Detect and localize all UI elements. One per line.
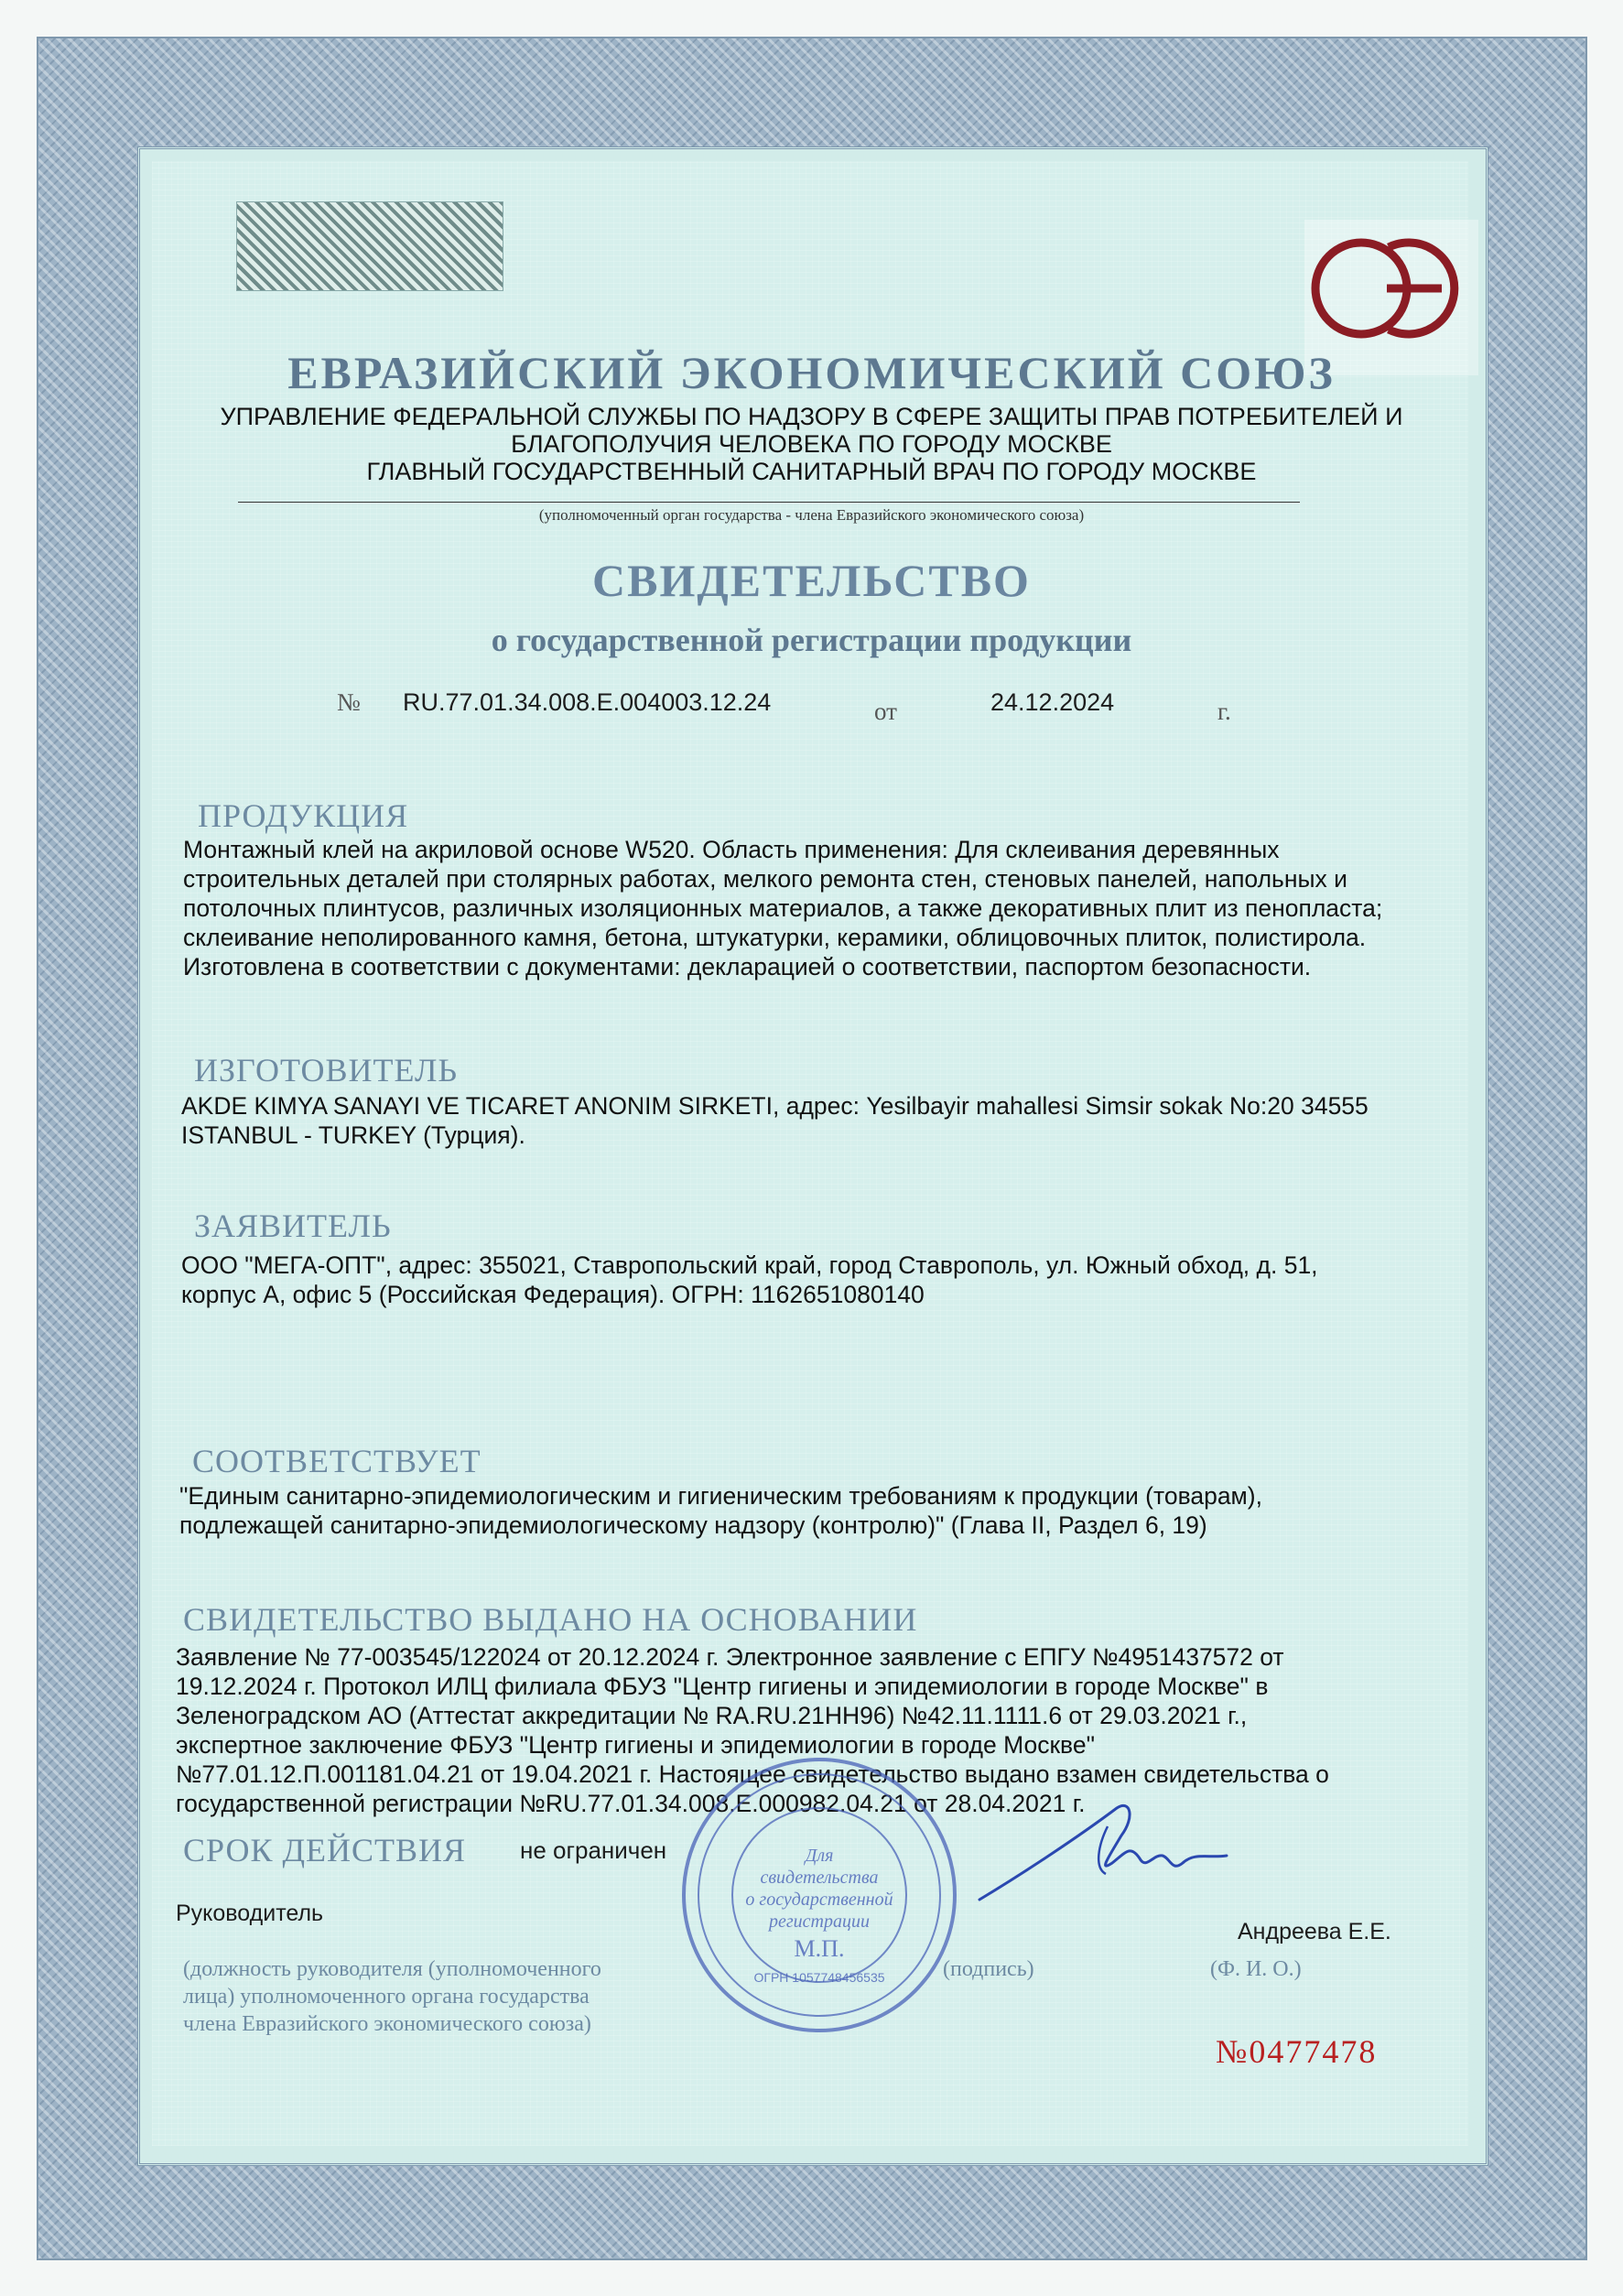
validity-value: не ограничен: [520, 1836, 667, 1864]
registration-date: 24.12.2024: [990, 688, 1115, 716]
applicant-heading: ЗАЯВИТЕЛЬ: [194, 1208, 392, 1244]
authority-line-2: БЛАГОПОЛУЧИЯ ЧЕЛОВЕКА ПО ГОРОДУ МОСКВЕ: [511, 430, 1112, 458]
applicant-line: ООО "МЕГА-ОПТ", адрес: 355021, Ставропольский край, город Ставрополь, ул. Южный обход, д. 51,: [181, 1251, 1318, 1279]
certificate-title: СВИДЕТЕЛЬСТВО: [592, 555, 1031, 606]
hologram-strip: [236, 201, 503, 291]
basis-line: 19.12.2024 г. Протокол ИЛЦ филиала ФБУЗ "Центр гигиены и эпидемиологии в городе Москве" в: [176, 1673, 1269, 1700]
manufacturer-line: AKDE KIMYA SANAYI VE TICARET ANONIM SIRKETI, адрес: Yesilbayir mahallesi Simsir sokak No:20 34555: [181, 1092, 1369, 1120]
position-caption: [183, 1955, 601, 2038]
manufacturer-heading: ИЗГОТОВИТЕЛЬ: [194, 1052, 459, 1088]
handwritten-signature: [970, 1771, 1245, 1913]
signature-caption: (подпись): [943, 1957, 1034, 1981]
signatory-position: Руководитель: [176, 1901, 324, 1926]
product-text: [183, 835, 1455, 981]
basis-line: Зеленоградском АО (Аттестат аккредитации № RA.RU.21НН96) №42.11.1111.6 от 29.03.2021 г.,: [176, 1702, 1248, 1729]
signatory-name: Андреева Е.Е.: [1238, 1919, 1391, 1944]
certificate-subtitle: о государственной регистрации продукции: [491, 622, 1132, 658]
manufacturer-text: [181, 1091, 1454, 1150]
authority-divider: [238, 502, 1300, 503]
certificate-serial-number: №0477478: [1216, 2033, 1378, 2070]
product-line: строительных деталей при столярных работах, мелкого ремонта стен, стеновых панелей, напольных и: [183, 865, 1347, 893]
stamp-center-line: Для: [805, 1846, 834, 1866]
authority-line-3: ГЛАВНЫЙ ГОСУДАРСТВЕННЫЙ САНИТАРНЫЙ ВРАЧ ПО ГОРОДУ МОСКВЕ: [366, 458, 1257, 485]
basis-line: №77.01.12.П.001181.04.21 от 19.04.2021 г. Настоящее свидетельство выдано взамен свидетельства о: [176, 1760, 1329, 1788]
conforms-line: "Единым санитарно-эпидемиологическим и гигиеническим требованиям к продукции (товарам),: [179, 1482, 1262, 1510]
conforms-line: подлежащей санитарно-эпидемиологическому надзору (контролю)" (Глава II, Раздел 6, 19): [179, 1511, 1207, 1539]
conforms-heading: СООТВЕТСТВУЕТ: [192, 1443, 481, 1479]
basis-heading: СВИДЕТЕЛЬСТВО ВЫДАНО НА ОСНОВАНИИ: [183, 1601, 918, 1638]
position-caption-line: лица) уполномоченного органа государства: [183, 1985, 590, 2009]
year-suffix: г.: [1217, 698, 1231, 725]
stamp-center-line: о государственной: [745, 1890, 893, 1910]
stamp-mp: М.П.: [794, 1935, 845, 1962]
stamp-center-line: регистрации: [769, 1912, 870, 1932]
applicant-text: [181, 1251, 1454, 1309]
product-heading: ПРОДУКЦИЯ: [198, 797, 409, 834]
basis-line: государственной регистрации №RU.77.01.34.008.Е.000982.04.21 от 28.04.2021 г.: [176, 1790, 1086, 1817]
applicant-line: корпус А, офис 5 (Российская Федерация). ОГРН: 1162651080140: [181, 1281, 925, 1308]
name-caption: (Ф. И. О.): [1210, 1957, 1302, 1981]
product-line: потолочных плинтусов, различных изоляционных материалов, а также декоративных плит из пенопласта;: [183, 894, 1383, 922]
number-sign: №: [337, 688, 361, 716]
product-line: Изготовлена в соответствии с документами: декларацией о соответствии, паспортом безопасности.: [183, 953, 1312, 980]
position-caption-line: члена Евразийского экономического союза): [183, 2012, 591, 2036]
stamp-ogrn: ОГРН 1057748456535: [753, 1970, 885, 1985]
from-label: от: [874, 698, 897, 725]
registration-number: RU.77.01.34.008.Е.004003.12.24: [403, 688, 772, 716]
stamp-center-line: свидетельства: [760, 1868, 879, 1888]
authority-line-1: УПРАВЛЕНИЕ ФЕДЕРАЛЬНОЙ СЛУЖБЫ ПО НАДЗОРУ В СФЕРЕ ЗАЩИТЫ ПРАВ ПОТРЕБИТЕЛЕЙ И: [220, 403, 1403, 430]
manufacturer-line: ISTANBUL - TURKEY (Турция).: [181, 1121, 525, 1149]
product-line: склеивание неполированного камня, бетона, штукатурки, керамики, облицовочных плиток, полистирола.: [183, 924, 1367, 951]
basis-line: Заявление № 77-003545/122024 от 20.12.2024 г. Электронное заявление с ЕПГУ №4951437572 от: [176, 1643, 1284, 1671]
position-caption-line: (должность руководителя (уполномоченного: [183, 1957, 601, 1981]
conforms-text: [179, 1481, 1452, 1540]
product-line: Монтажный клей на акриловой основе W520. Область применения: Для склеивания деревянных: [183, 836, 1280, 863]
union-heading: ЕВРАЗИЙСКИЙ ЭКОНОМИЧЕСКИЙ СОЮЗ: [287, 347, 1336, 398]
validity-heading: СРОК ДЕЙСТВИЯ: [183, 1832, 467, 1868]
official-stamp: [677, 1753, 961, 2041]
stamp-seal-icon: [677, 1753, 961, 2037]
authority-caption: (уполномоченный орган государства - члена Евразийского экономического союза): [538, 506, 1085, 524]
basis-line: экспертное заключение ФБУЗ "Центр гигиены и эпидемиологии в городе Москве": [176, 1731, 1095, 1759]
